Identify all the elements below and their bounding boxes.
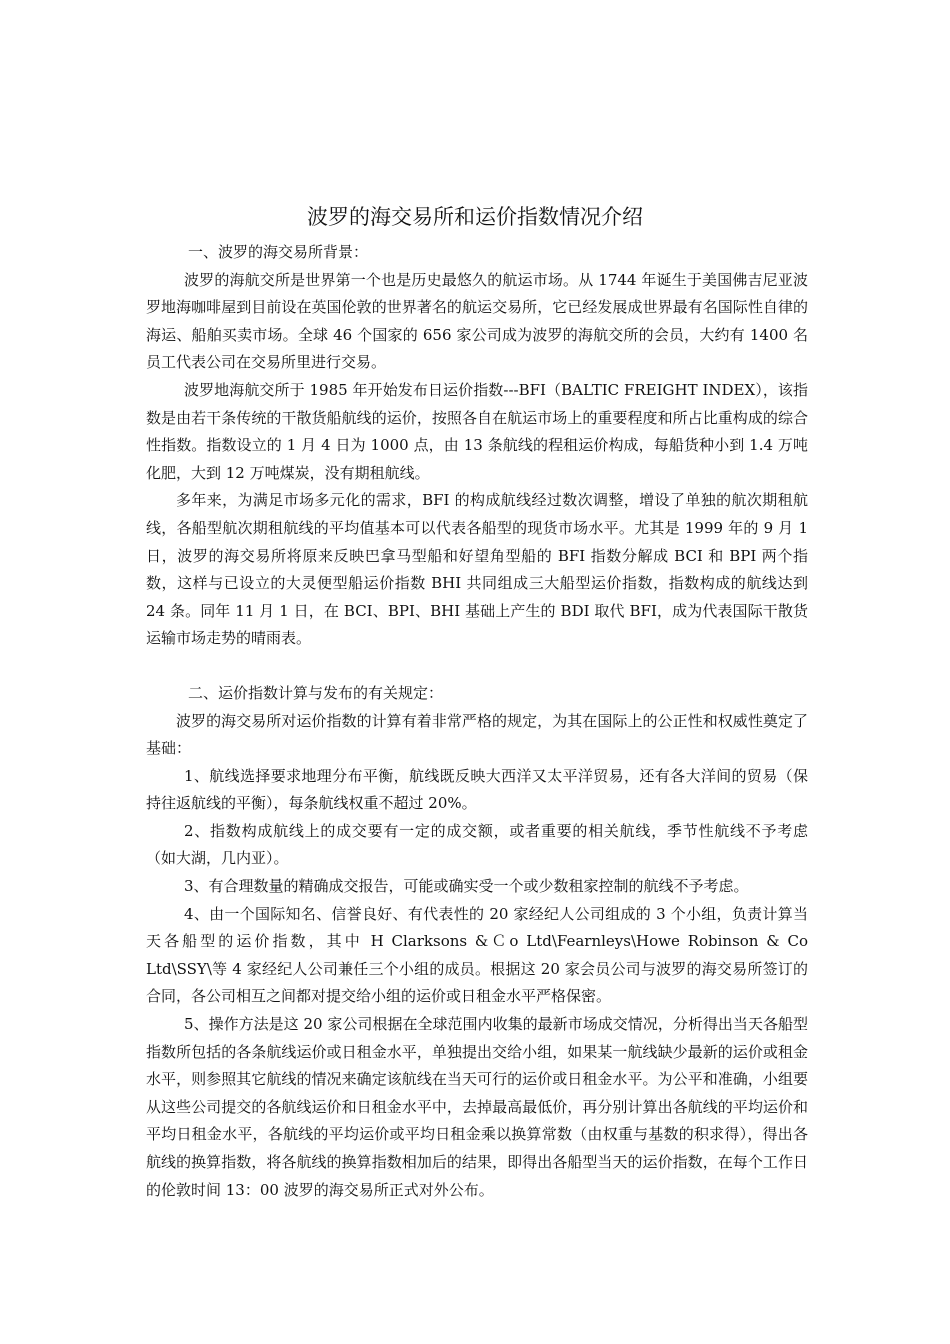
section-2-heading: 二、运价指数计算与发布的有关规定： bbox=[188, 683, 444, 702]
document-body bbox=[146, 239, 808, 1204]
section-1-heading: 一、波罗的海交易所背景： bbox=[188, 243, 369, 261]
rule-3: 3、有合理数量的精确成交报告，可能或确实受一个或少数租家控制的航线不予考虑。 bbox=[184, 877, 749, 896]
rule-4: 4、由一个国际知名、信誉良好、有代表性的 20 家经纪人公司组成的 3 个小组，负责计算当天各船型的运价指数，其中 H Clarksons &Ｃo Ltd\Fearnleys\Howe Robinson & Co Ltd\SSY\等 4 家经纪人公司兼任三个小组的成员。根据这 20 家会员公司与波罗的海交易所签订的合同，各公司相互之间都对提交给小组的运价或日租金水平严格保密。 bbox=[146, 904, 808, 1006]
document-title: 波罗的海交易所和运价指数情况介绍 bbox=[307, 205, 643, 229]
section-1-paragraph-3: 多年来，为满足市场多元化的需求，BFI 的构成航线经过数次调整，增设了单独的航次期租航线，各船型航次期租航线的平均值基本可以代表各船型的现货市场水平。尤其是 1999 年的 9 月 1 日，波罗的海交易所将原来反映巴拿马型船和好望角型船的 BFI 指数分解成 BCI 和 BPI 两个指数，这样与已设立的大灵便型船运价指数 BHI 共同组成三大船型运价指数，指数构成的航线达到 24 条。同年 11 月 1 日，在 BCI、BPI、BHI 基础上产生的 BDI 取代 BFI，成为代表国际干散货运输市场走势的晴雨表。 bbox=[146, 491, 808, 648]
rule-1: 1、航线选择要求地理分布平衡，航线既反映大西洋又太平洋贸易，还有各大洋间的贸易（保持往返航线的平衡），每条航线权重不超过 20%。 bbox=[146, 766, 808, 813]
section-1-paragraph-1: 波罗的海航交所是世界第一个也是历史最悠久的航运市场。从 1744 年诞生于美国佛吉尼亚波罗地海咖啡屋到目前设在英国伦敦的世界著名的航运交易所，它已经发展成世界最有名国际性自律的海运、船舶买卖市场。全球 46 个国家的 656 家公司成为波罗的海航交所的会员，大约有 1400 名员工代表公司在交易所里进行交易。 bbox=[146, 270, 808, 372]
rule-5: 5、操作方法是这 20 家公司根据在全球范围内收集的最新市场成交情况，分析得出当天各船型指数所包括的各条航线运价或日租金水平，单独提出交给小组，如果某一航线缺少最新的运价或租金水平，则参照其它航线的情况来确定该航线在当天可行的运价或日租金水平。为公平和准确，小组要从这些公司提交的各航线运价和日租金水平中，去掉最高最低价，再分别计算出各航线的平均运价和平均日租金水平，各航线的平均运价或平均日租金乘以换算常数（由权重与基数的积求得），得出各航线的换算指数，将各航线的换算指数相加后的结果，即得出各船型当天的运价指数，在每个工作日的伦敦时间 13：00 波罗的海交易所正式对外公布。 bbox=[146, 1015, 808, 1199]
rule-2: 2、指数构成航线上的成交要有一定的成交额，或者重要的相关航线，季节性航线不予考虑（如大湖，几内亚）。 bbox=[146, 821, 808, 868]
section-1-paragraph-2: 波罗地海航交所于 1985 年开始发布日运价指数---BFI（BALTIC FREIGHT INDEX），该指数是由若干条传统的干散货船航线的运价，按照各自在航运市场上的重要程度和所占比重构成的综合性指数。指数设立的 1 月 4 日为 1000 点，由 13 条航线的程租运价构成，每船货种小到 1.4 万吨化肥，大到 12 万吨煤炭，没有期租航线。 bbox=[146, 380, 808, 482]
section-2-intro: 波罗的海交易所对运价指数的计算有着非常严格的规定，为其在国际上的公正性和权威性奠定了基础： bbox=[146, 711, 808, 758]
